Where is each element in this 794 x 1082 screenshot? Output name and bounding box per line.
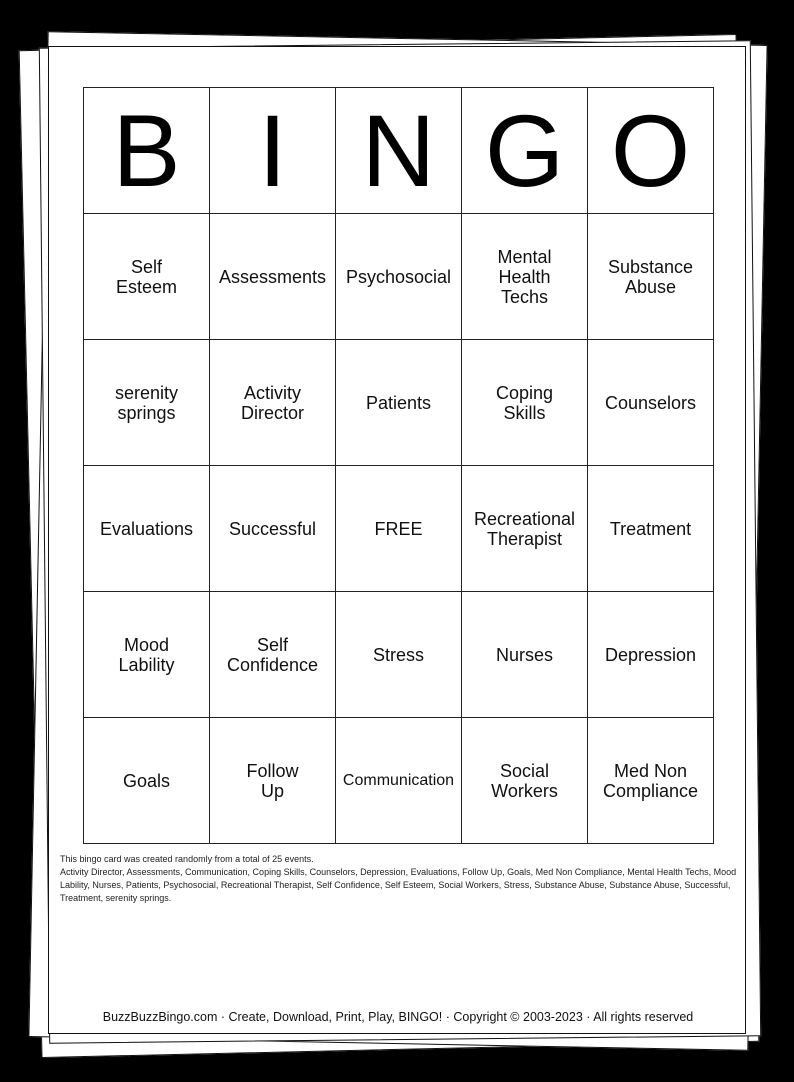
bingo-cell: Nurses <box>462 592 588 718</box>
bingo-cell: Stress <box>336 592 462 718</box>
bingo-row <box>84 340 714 466</box>
bingo-row <box>84 466 714 592</box>
bingo-row <box>84 214 714 340</box>
bingo-cell: Treatment <box>588 466 714 592</box>
card-info-events: Activity Director, Assessments, Communication, Coping Skills, Counselors, Depression, Evaluations, Follow Up, Goals, Med Non Compliance, Mental Health Techs, Mood Lability, Nurses, Patients, Psychosocial, Recreational Therapist, Self Confidence, Self Esteem, Social Workers, Stress, Substance Abuse, Substance Abuse, Successful, Treatment, serenity springs. <box>60 867 737 903</box>
card-info-intro: This bingo card was created randomly from a total of 25 events. <box>60 854 314 864</box>
header-letter-o: O <box>588 88 714 214</box>
bingo-grid <box>83 87 714 844</box>
bingo-card-sheet <box>48 46 746 1034</box>
bingo-cell: Self Confidence <box>210 592 336 718</box>
header-letter-n: N <box>336 88 462 214</box>
bingo-cell: Med Non Compliance <box>588 718 714 844</box>
bingo-cell: Mental Health Techs <box>462 214 588 340</box>
bingo-cell: Counselors <box>588 340 714 466</box>
bingo-cell: Assessments <box>210 214 336 340</box>
bingo-cell: Patients <box>336 340 462 466</box>
bingo-cell: Communication <box>336 718 462 844</box>
bingo-header-row <box>84 88 714 214</box>
card-info-note <box>60 853 740 905</box>
bingo-cell: Self Esteem <box>84 214 210 340</box>
bingo-cell: Substance Abuse <box>588 214 714 340</box>
bingo-cell: Psychosocial <box>336 214 462 340</box>
bingo-cell: Depression <box>588 592 714 718</box>
header-letter-i: I <box>210 88 336 214</box>
header-letter-g: G <box>462 88 588 214</box>
bingo-cell: Mood Lability <box>84 592 210 718</box>
bingo-row <box>84 592 714 718</box>
bingo-cell: Social Workers <box>462 718 588 844</box>
bingo-cell: serenity springs <box>84 340 210 466</box>
header-letter-b: B <box>84 88 210 214</box>
bingo-cell: Goals <box>84 718 210 844</box>
bingo-cell: Activity Director <box>210 340 336 466</box>
page-footer: BuzzBuzzBingo.com · Create, Download, Print, Play, BINGO! · Copyright © 2003-2023 · All rights reserved <box>102 1010 694 1024</box>
bingo-cell: Coping Skills <box>462 340 588 466</box>
bingo-cell: Successful <box>210 466 336 592</box>
bingo-row <box>84 718 714 844</box>
bingo-cell: Follow Up <box>210 718 336 844</box>
bingo-free-cell: FREE <box>336 466 462 592</box>
bingo-cell: Evaluations <box>84 466 210 592</box>
bingo-cell: Recreational Therapist <box>462 466 588 592</box>
